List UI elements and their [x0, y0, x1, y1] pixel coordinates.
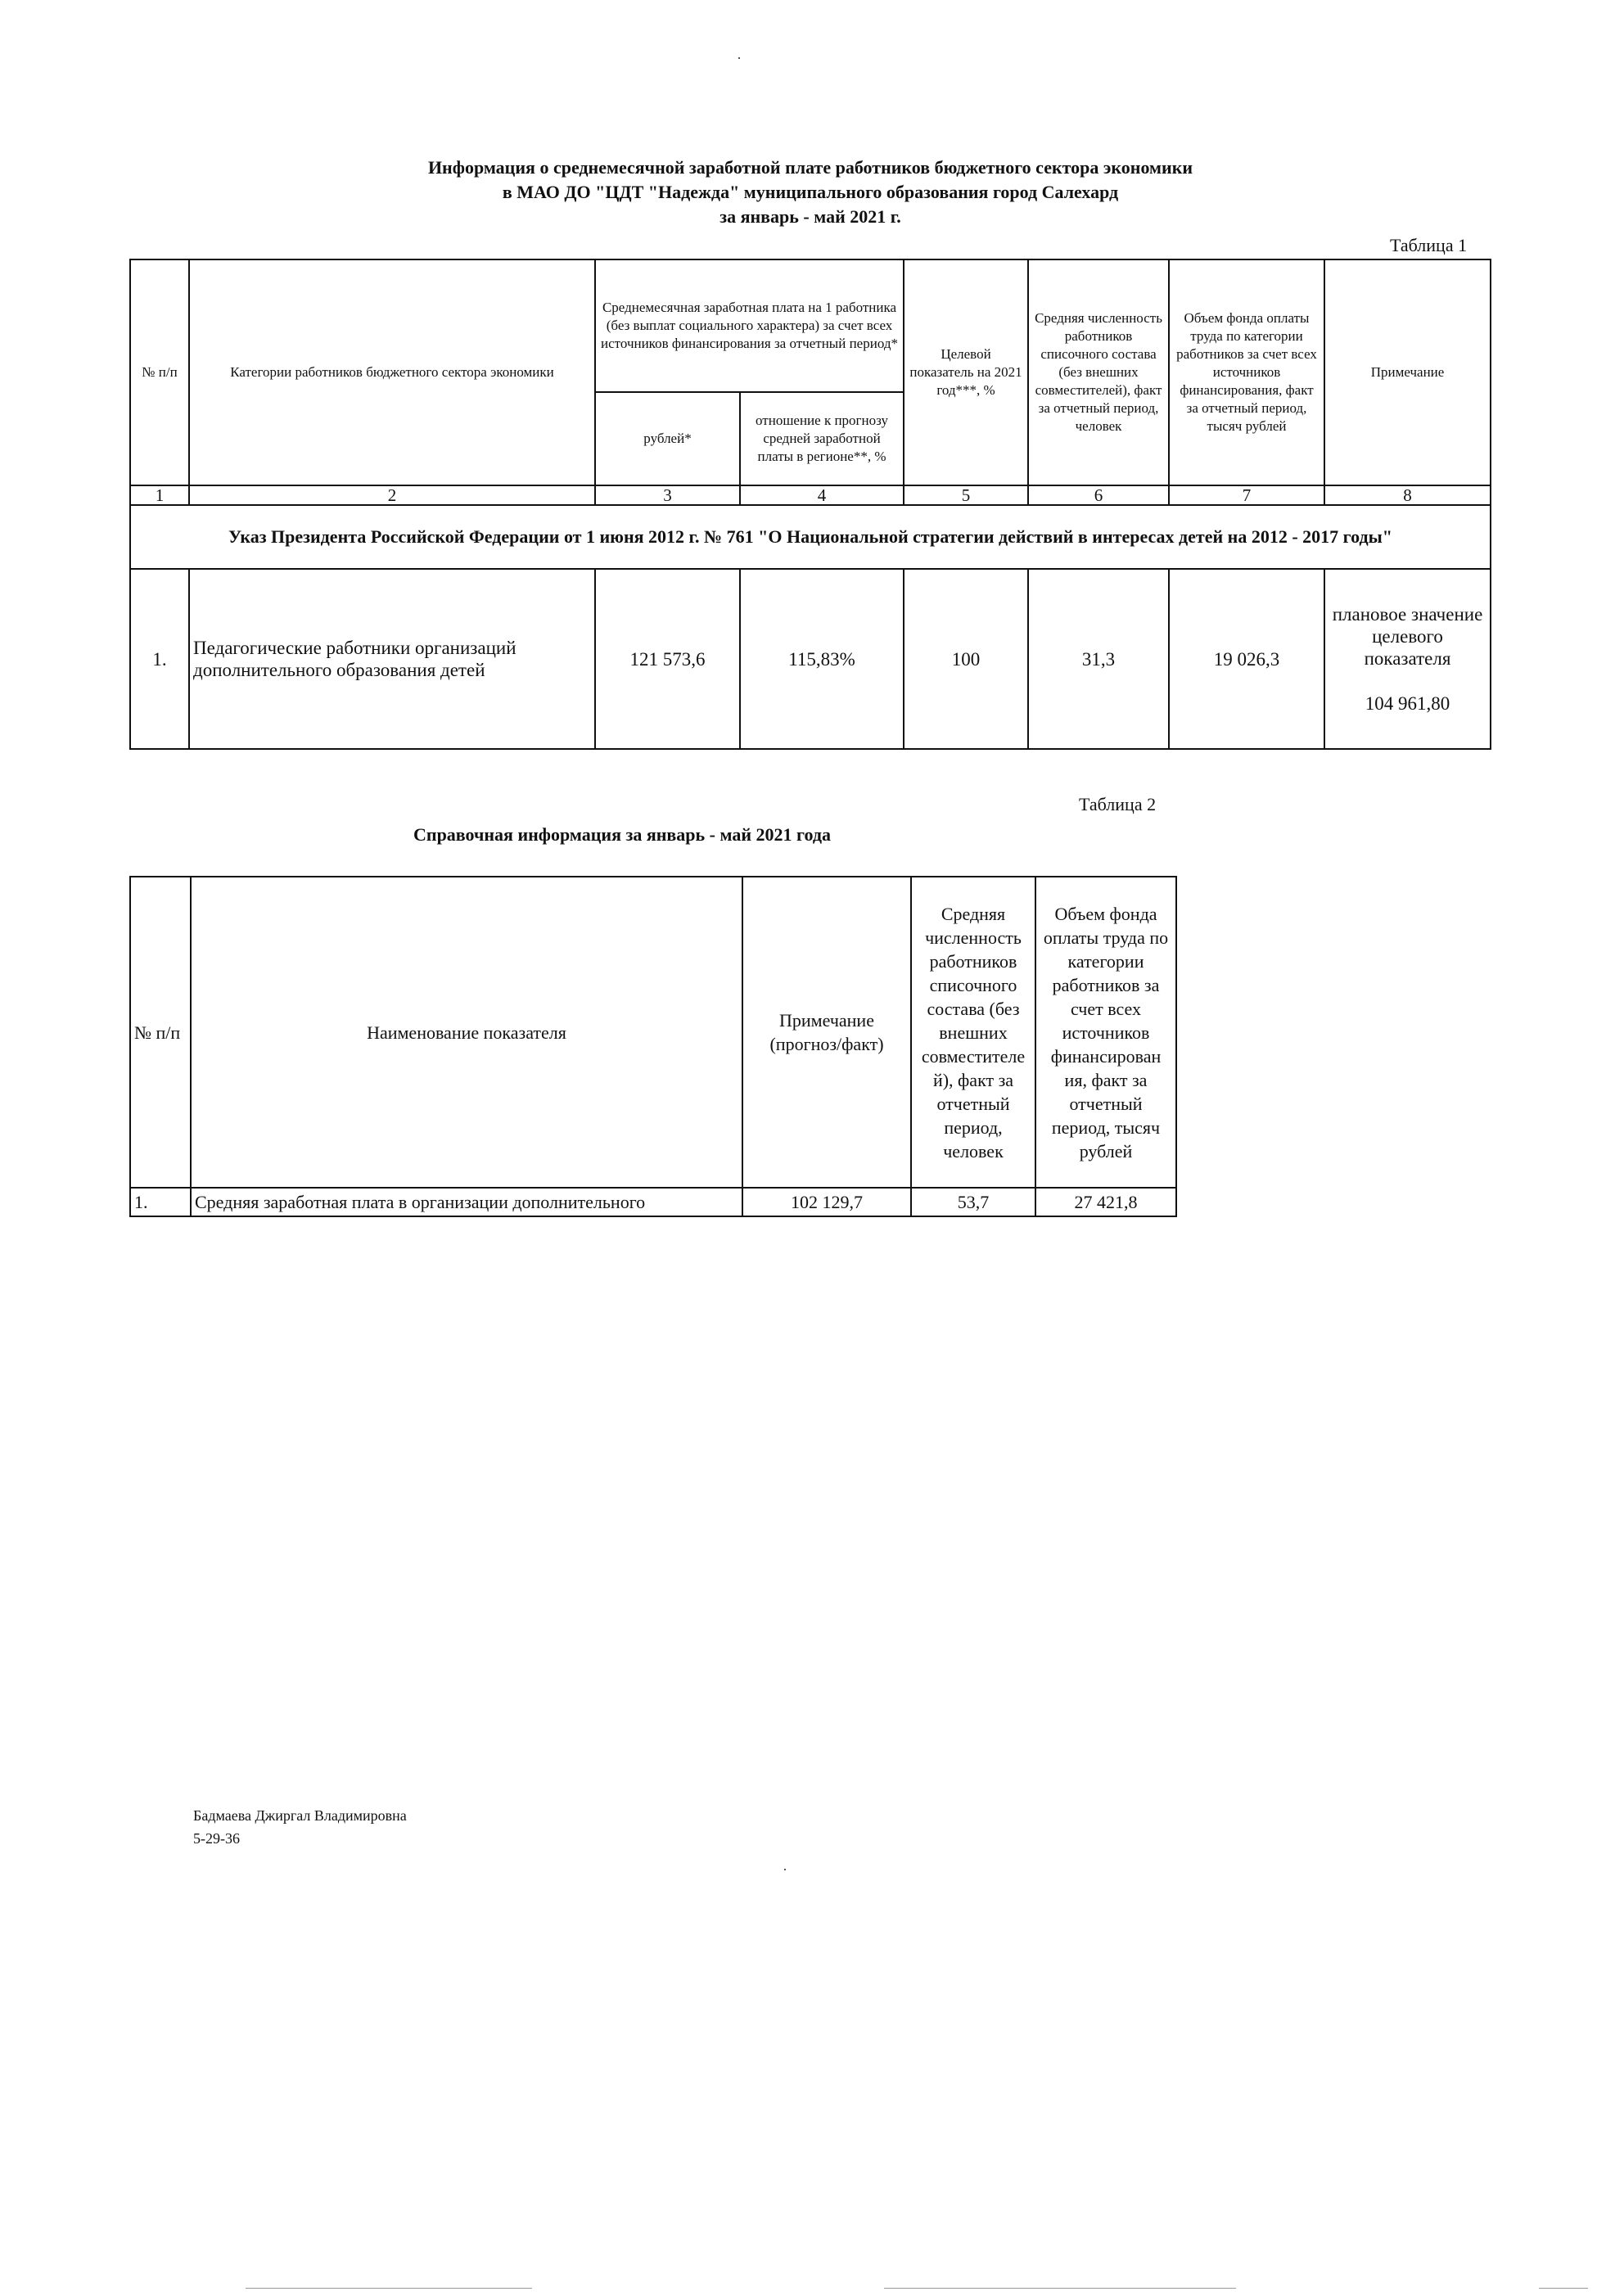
header-fund: Объем фонда оплаты труда по категории работников за счет всех источников финансирования, факт за отчетный период, тысяч рублей [1169, 259, 1324, 485]
row-staff: 31,3 [1028, 569, 1169, 749]
header-rubles: рублей* [595, 392, 740, 485]
signature-phone: 5-29-36 [193, 1830, 240, 1847]
column-number-4: 4 [740, 485, 904, 505]
signature-name: Бадмаева Джиргал Владимировна [193, 1807, 407, 1824]
table2-heading: Справочная информация за январь - май 2021 года [413, 824, 831, 845]
t2-row-value: 102 129,7 [742, 1188, 911, 1216]
row-target: 100 [904, 569, 1028, 749]
salary-table [129, 259, 1491, 750]
scan-edge-artifact [246, 2288, 532, 2289]
header-ratio: отношение к прогнозу средней заработной платы в регионе**, % [740, 392, 904, 485]
column-number-8: 8 [1324, 485, 1491, 505]
scan-edge-artifact [884, 2288, 1236, 2289]
row-fund: 19 026,3 [1169, 569, 1324, 749]
t2-header-number: № п/п [130, 877, 191, 1188]
title-line-2: в МАО ДО "ЦДТ "Надежда" муниципального образования город Салехард [502, 182, 1119, 202]
row-note [1324, 569, 1491, 749]
table1-caption: Таблица 1 [1390, 235, 1468, 255]
column-number-5: 5 [904, 485, 1028, 505]
scan-edge-artifact [1539, 2288, 1588, 2289]
title-line-3: за январь - май 2021 г. [720, 206, 901, 227]
title-line-1: Информация о среднемесячной заработной плате работников бюджетного сектора экономики [427, 157, 1193, 178]
header-number: № п/п [130, 259, 189, 485]
scan-speck [738, 57, 740, 59]
signature-block [193, 1804, 407, 1850]
header-target: Целевой показатель на 2021 год***, % [904, 259, 1028, 485]
header-average-salary: Среднемесячная заработная плата на 1 работника (без выплат социального характера) за счет всех источников финансирования за отчетный период* [595, 259, 904, 392]
t2-row-number: 1. [130, 1188, 191, 1216]
header-category: Категории работников бюджетного сектора экономики [189, 259, 595, 485]
row-note-value: 104 961,80 [1365, 693, 1450, 714]
table2-caption: Таблица 2 [1079, 794, 1157, 814]
t2-row-staff: 53,7 [911, 1188, 1035, 1216]
row-category: Педагогические работники организаций дополнительного образования детей [189, 569, 595, 749]
reference-table [129, 876, 1177, 1217]
column-number-7: 7 [1169, 485, 1324, 505]
row-note-text: плановое значение целевого показателя [1332, 604, 1483, 669]
t2-header-name: Наименование показателя [191, 877, 742, 1188]
column-number-2: 2 [189, 485, 595, 505]
column-number-6: 6 [1028, 485, 1169, 505]
column-number-1: 1 [130, 485, 189, 505]
decree-row: Указ Президента Российской Федерации от 1 июня 2012 г. № 761 "О Национальной стратегии действий в интересах детей на 2012 - 2017 годы" [130, 505, 1491, 569]
t2-header-staff: Средняя численность работников списочного состава (без внешних совместителе й), факт за отчетный период, человек [911, 877, 1035, 1188]
t2-header-fund: Объем фонда оплаты труда по категории работников за счет всех источников финансирован ия, факт за отчетный период, тысяч рублей [1035, 877, 1176, 1188]
row-rubles: 121 573,6 [595, 569, 740, 749]
row-ratio: 115,83% [740, 569, 904, 749]
row-number: 1. [130, 569, 189, 749]
document-title [246, 156, 1375, 229]
t2-header-note: Примечание (прогноз/факт) [742, 877, 911, 1188]
header-note: Примечание [1324, 259, 1491, 485]
t2-row-name: Средняя заработная плата в организации дополнительного [191, 1188, 742, 1216]
t2-row-fund: 27 421,8 [1035, 1188, 1176, 1216]
scan-speck [784, 1869, 786, 1870]
column-number-3: 3 [595, 485, 740, 505]
header-staff: Средняя численность работников списочного состава (без внешних совместителей), факт за отчетный период, человек [1028, 259, 1169, 485]
